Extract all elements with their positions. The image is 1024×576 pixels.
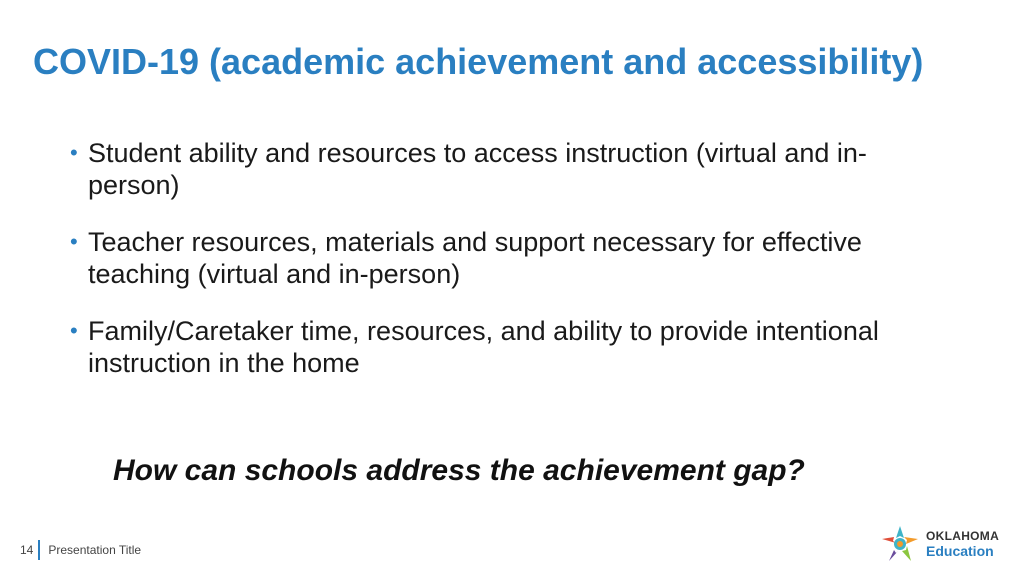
star-logo-icon xyxy=(880,524,920,564)
key-question: How can schools address the achievement gap? xyxy=(113,454,805,487)
bullet-dot-icon: • xyxy=(70,140,78,165)
bullet-text: Student ability and resources to access instruction (virtual and in-person) xyxy=(88,138,867,200)
logo-line-2: Education xyxy=(926,543,994,559)
slide-number: 14 xyxy=(20,543,34,557)
slide-footer xyxy=(20,540,141,560)
oklahoma-education-logo xyxy=(880,522,1010,566)
bullet-list xyxy=(70,137,890,404)
slide-title: COVID-19 (academic achievement and accessibility) xyxy=(33,41,924,82)
bullet-dot-icon: • xyxy=(70,229,78,254)
logo-line-1: OKLAHOMA xyxy=(926,529,1000,543)
footer-divider xyxy=(38,540,40,560)
bullet-item xyxy=(70,315,890,379)
bullet-dot-icon: • xyxy=(70,318,78,343)
bullet-item xyxy=(70,226,890,290)
bullet-text: Teacher resources, materials and support necessary for effective teaching (virtual and in-person) xyxy=(88,227,862,289)
bullet-item xyxy=(70,137,890,201)
presentation-title: Presentation Title xyxy=(48,543,142,557)
bullet-text: Family/Caretaker time, resources, and ability to provide intentional instruction in the home xyxy=(88,316,879,378)
